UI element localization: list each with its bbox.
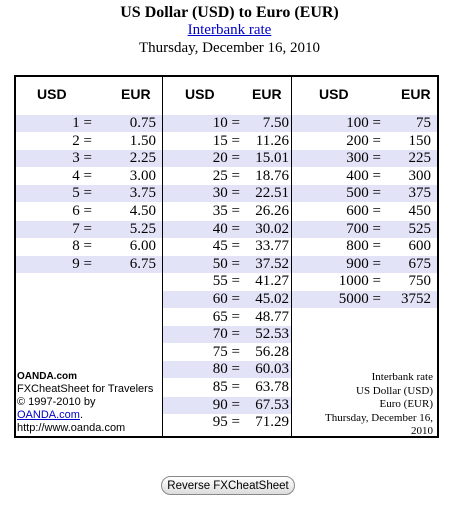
credits-line: FXCheatSheet for Travelers [17,383,154,395]
usd-amount: 9 = [72,255,92,272]
table-row [16,221,162,238]
page-title: US Dollar (USD) to Euro (EUR) [120,4,339,21]
table-row [163,379,291,396]
table-row [292,221,437,238]
table-row [163,168,291,185]
table-row [163,326,291,343]
eur-amount: 52.53 [255,326,289,343]
summary-from-currency: US Dollar (USD) [356,384,433,397]
table-row [16,185,162,202]
eur-amount: 3.75 [129,185,156,202]
usd-amount: 70 = [212,326,240,343]
eur-amount: 33.77 [255,238,289,255]
eur-amount: 56.28 [255,343,289,360]
table-row [16,203,162,220]
oanda-brand: OANDA.com [17,371,78,382]
usd-amount: 900 = [346,255,381,272]
eur-amount: 6.75 [129,255,156,272]
eur-amount: 41.27 [255,273,289,290]
eur-amount: 45.02 [255,291,289,307]
summary-to-currency: Euro (EUR) [379,398,433,410]
table-row [16,115,162,132]
usd-amount: 65 = [212,308,240,325]
usd-amount: 90 = [212,396,240,413]
summary-year: 2010 [411,425,433,437]
table-row [163,309,291,326]
eur-amount: 300 [408,167,431,184]
eur-amount: 15.01 [255,150,289,167]
usd-amount: 5 = [72,185,92,202]
eur-amount: 37.52 [255,255,289,272]
eur-header: EUR [252,86,282,102]
eur-amount: 11.26 [255,132,289,149]
oanda-link[interactable]: OANDA.com [17,409,80,421]
usd-header: USD [37,86,67,102]
summary-rate-type: Interbank rate [371,371,433,383]
usd-amount: 7 = [72,220,92,237]
eur-amount: 1.50 [129,132,156,149]
eur-amount: 0.75 [129,115,156,131]
eur-amount: 150 [408,132,431,149]
eur-amount: 6.00 [129,238,156,255]
table-row [163,221,291,238]
eur-amount: 75 [416,115,431,131]
usd-amount: 10 = [212,115,240,131]
usd-header: USD [185,86,215,102]
oanda-url: http://www.oanda.com [17,422,126,434]
usd-amount: 200 = [346,132,381,149]
usd-amount: 15 = [212,132,240,149]
eur-amount: 450 [408,203,431,219]
usd-amount: 600 = [346,203,381,219]
eur-amount: 675 [408,255,431,272]
usd-amount: 55 = [212,273,240,290]
eur-amount: 22.51 [255,185,289,202]
usd-amount: 50 = [212,255,240,272]
table-row [163,361,291,378]
usd-amount: 20 = [212,150,240,167]
eur-amount: 5.25 [129,220,156,237]
table-row [292,203,437,220]
table-row [16,256,162,273]
eur-amount: 2.25 [129,150,156,167]
usd-amount: 400 = [346,167,381,184]
eur-amount: 225 [408,150,431,167]
eur-amount: 4.50 [129,203,156,219]
cheat-sheet-table [14,75,439,438]
usd-amount: 3 = [72,150,92,167]
usd-amount: 5000 = [338,291,381,307]
table-row [292,115,437,132]
table-row [163,273,291,290]
eur-amount: 600 [408,238,431,255]
column-medium-amounts [163,77,292,436]
eur-amount: 3752 [401,291,431,307]
eur-amount: 18.76 [255,167,289,184]
summary-date: Thursday, December 16, [324,411,433,424]
interbank-rate-link[interactable]: Interbank rate [187,22,272,38]
usd-amount: 100 = [346,115,381,131]
usd-amount: 500 = [346,185,381,202]
usd-amount: 95 = [212,414,240,431]
usd-amount: 45 = [212,238,240,255]
table-row [292,238,437,255]
table-row [163,150,291,167]
eur-header: EUR [121,86,151,102]
table-row [163,185,291,202]
eur-amount: 750 [408,273,431,290]
table-row [292,185,437,202]
oanda-credits [17,370,153,435]
rate-summary [325,371,433,439]
usd-amount: 25 = [212,167,240,184]
table-row [292,273,437,290]
reverse-fxcheatsheet-button[interactable]: Reverse FXCheatSheet [161,476,295,495]
table-row [163,133,291,150]
table-row [163,397,291,414]
usd-amount: 700 = [346,220,381,237]
usd-amount: 40 = [212,220,240,237]
eur-header: EUR [401,86,431,102]
eur-amount: 375 [408,185,431,202]
table-row [163,238,291,255]
table-row [292,150,437,167]
eur-amount: 48.77 [255,308,289,325]
eur-amount: 63.78 [255,379,289,395]
usd-amount: 35 = [212,203,240,219]
usd-amount: 1 = [72,115,92,131]
table-row [16,238,162,255]
eur-amount: 60.03 [255,361,289,378]
usd-amount: 800 = [346,238,381,255]
usd-amount: 80 = [212,361,240,378]
table-row [16,133,162,150]
table-row [16,150,162,167]
table-row [16,168,162,185]
usd-header: USD [319,86,349,102]
link-suffix: . [79,409,84,421]
eur-amount: 7.50 [262,115,289,131]
usd-amount: 4 = [72,167,92,184]
usd-amount: 30 = [212,185,240,202]
eur-amount: 71.29 [255,414,289,431]
table-row [292,168,437,185]
eur-amount: 525 [408,220,431,237]
table-row [163,256,291,273]
rate-date: Thursday, December 16, 2010 [138,40,321,56]
usd-amount: 75 = [212,343,240,360]
table-row [292,133,437,150]
eur-amount: 67.53 [255,396,289,413]
table-row [163,203,291,220]
usd-amount: 60 = [212,291,240,307]
table-row [163,414,291,431]
eur-amount: 3.00 [129,167,156,184]
usd-amount: 85 = [212,379,240,395]
table-row [163,291,291,308]
table-row [292,256,437,273]
table-row [292,291,437,308]
usd-amount: 300 = [346,150,381,167]
eur-amount: 26.26 [255,203,289,219]
usd-amount: 6 = [72,203,92,219]
table-row [163,115,291,132]
copyright-line: © 1997-2010 by [17,396,96,408]
eur-amount: 30.02 [255,220,289,237]
table-row [163,344,291,361]
usd-amount: 1000 = [338,273,381,290]
usd-amount: 8 = [72,238,92,255]
usd-amount: 2 = [72,132,92,149]
